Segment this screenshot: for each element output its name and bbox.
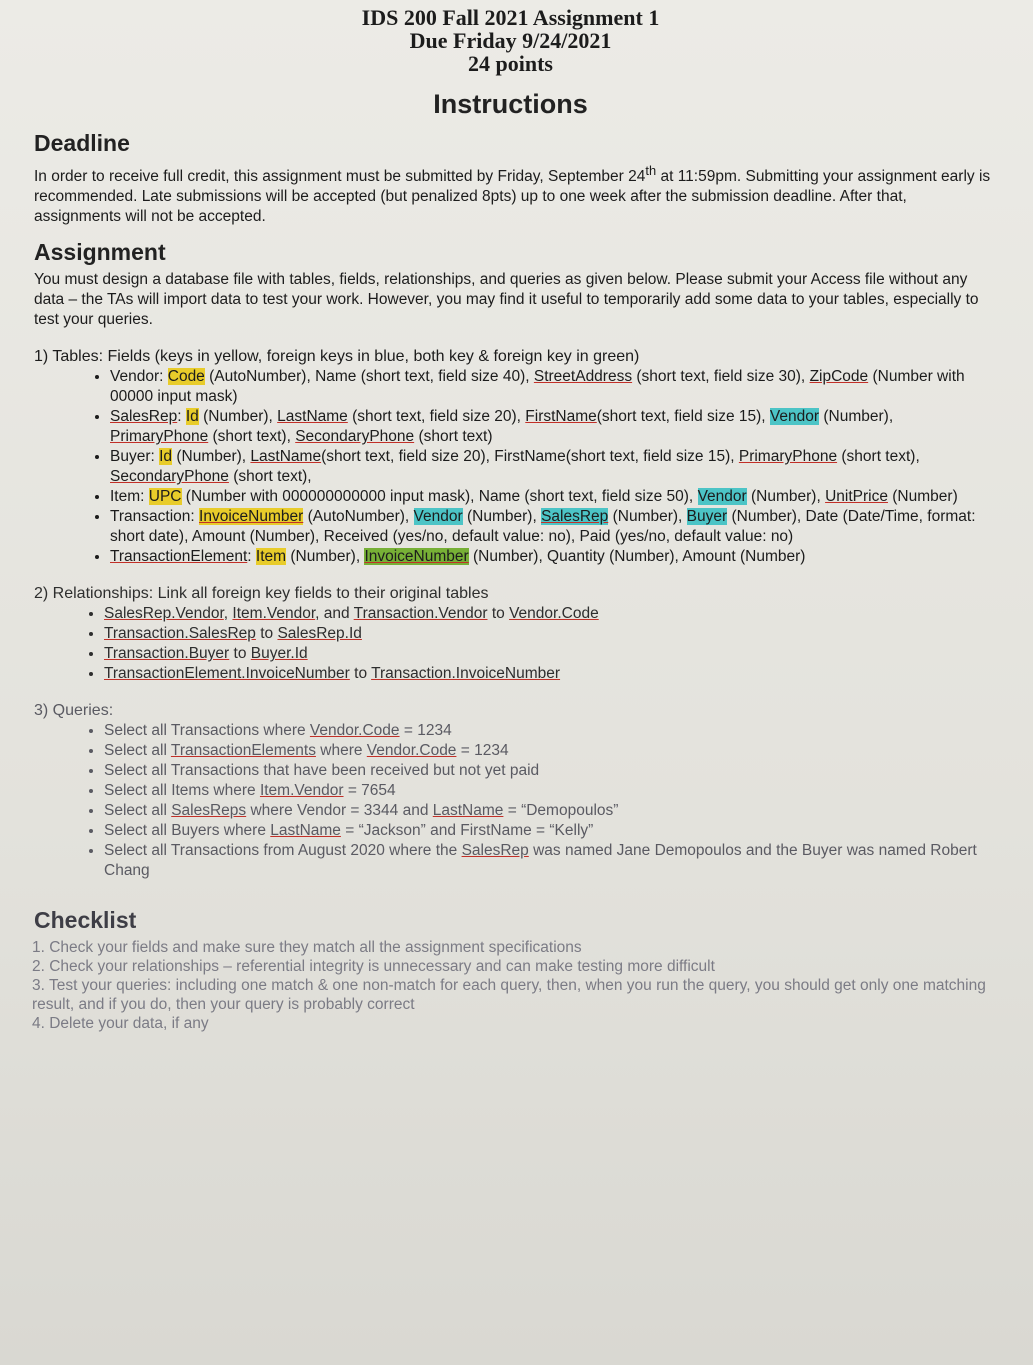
list-item: • SalesRep.Vendor, Item.Vendor, and Transaction.Vendor to Vendor.Code <box>104 604 993 624</box>
list-item: • Transaction: InvoiceNumber (AutoNumber), Vendor (Number), SalesRep (Number), Buyer (Number), Date (Date/Time, format: short date), Amount (Number), Received (yes/no, default value: no), Paid (yes/no, default value: no) <box>110 507 993 547</box>
list-item: • SalesRep: Id (Number), LastName (short text, field size 20), FirstName(short text, field size 15), Vendor (Number), PrimaryPhone (short text), SecondaryPhone (short text) <box>110 407 993 447</box>
checklist-item: 4. Delete your data, if any <box>32 1015 209 1033</box>
list-item: • Select all Transactions from August 2020 where the SalesRep was named Jane Demopoulos and the Buyer was named Robert Chang <box>104 841 993 881</box>
queries-list <box>28 721 993 881</box>
list-item: • Select all Transactions that have been received but not yet paid <box>104 761 993 781</box>
list-item: • Select all Buyers where LastName = “Jackson” and FirstName = “Kelly” <box>104 821 993 841</box>
points: 24 points <box>468 51 553 76</box>
list-item: • TransactionElement.InvoiceNumber to Transaction.InvoiceNumber <box>104 664 993 684</box>
course-title: IDS 200 Fall 2021 Assignment 1 <box>361 5 660 30</box>
document-header <box>28 6 993 75</box>
assignment-paragraph: You must design a database file with tables, fields, relationships, and queries as given below. Please submit your Access file without any data – the TAs will import data to test your work. However, you may find it useful to temporarily add some data to your tables, especially to test your queries. <box>34 271 979 329</box>
list-item: • Vendor: Code (AutoNumber), Name (short text, field size 40), StreetAddress (short text, field size 30), ZipCode (Number with 00000 input mask) <box>110 367 993 407</box>
list-item: • Select all Transactions where Vendor.Code = 1234 <box>104 721 993 741</box>
list-item: • Transaction.Buyer to Buyer.Id <box>104 644 993 664</box>
checklist-item: 2. Check your relationships – referential integrity is unnecessary and can make testing more difficult <box>32 958 715 976</box>
list-item: • TransactionElement: Item (Number), InvoiceNumber (Number), Quantity (Number), Amount (Number) <box>110 547 993 567</box>
checklist-item: 1. Check your fields and make sure they match all the assignment specifications <box>32 939 582 957</box>
checklist-item: 3. Test your queries: including one match & one non-match for each query, then, when you run the query, you should get only one matching result, and if you do, then your query is probably correct <box>32 977 986 1014</box>
instructions-title: Instructions <box>433 89 588 119</box>
tables-heading: 1) Tables: Fields (keys in yellow, foreign keys in blue, both key & foreign key in green) <box>34 348 640 366</box>
list-item: • Transaction.SalesRep to SalesRep.Id <box>104 624 993 644</box>
list-item: • Select all TransactionElements where Vendor.Code = 1234 <box>104 741 993 761</box>
assignment-heading: Assignment <box>34 239 166 266</box>
queries-heading: 3) Queries: <box>34 702 114 720</box>
list-item: • Select all Items where Item.Vendor = 7654 <box>104 781 993 801</box>
list-item: • Buyer: Id (Number), LastName(short text, field size 20), FirstName(short text, field size 15), PrimaryPhone (short text), SecondaryPhone (short text), <box>110 447 993 487</box>
checklist-section <box>28 907 993 1033</box>
tables-list <box>28 367 993 567</box>
deadline-paragraph: In order to receive full credit, this assignment must be submitted by Friday, September 24th at 11:59pm. Submitting your assignment early is recommended. Late submissions will be accepted (but penalized 8pts) up to one week after the submission deadline. After that, assignments will not be accepted. <box>34 163 991 226</box>
relationships-heading: 2) Relationships: Link all foreign key fields to their original tables <box>34 585 489 603</box>
list-item: • Select all SalesReps where Vendor = 3344 and LastName = “Demopoulos” <box>104 801 993 821</box>
due-date: Due Friday 9/24/2021 <box>409 28 612 53</box>
relationships-list <box>28 604 993 684</box>
deadline-heading: Deadline <box>34 130 130 156</box>
checklist-heading: Checklist <box>34 907 137 934</box>
list-item: • Item: UPC (Number with 000000000000 input mask), Name (short text, field size 50), Vendor (Number), UnitPrice (Number) <box>110 487 993 507</box>
